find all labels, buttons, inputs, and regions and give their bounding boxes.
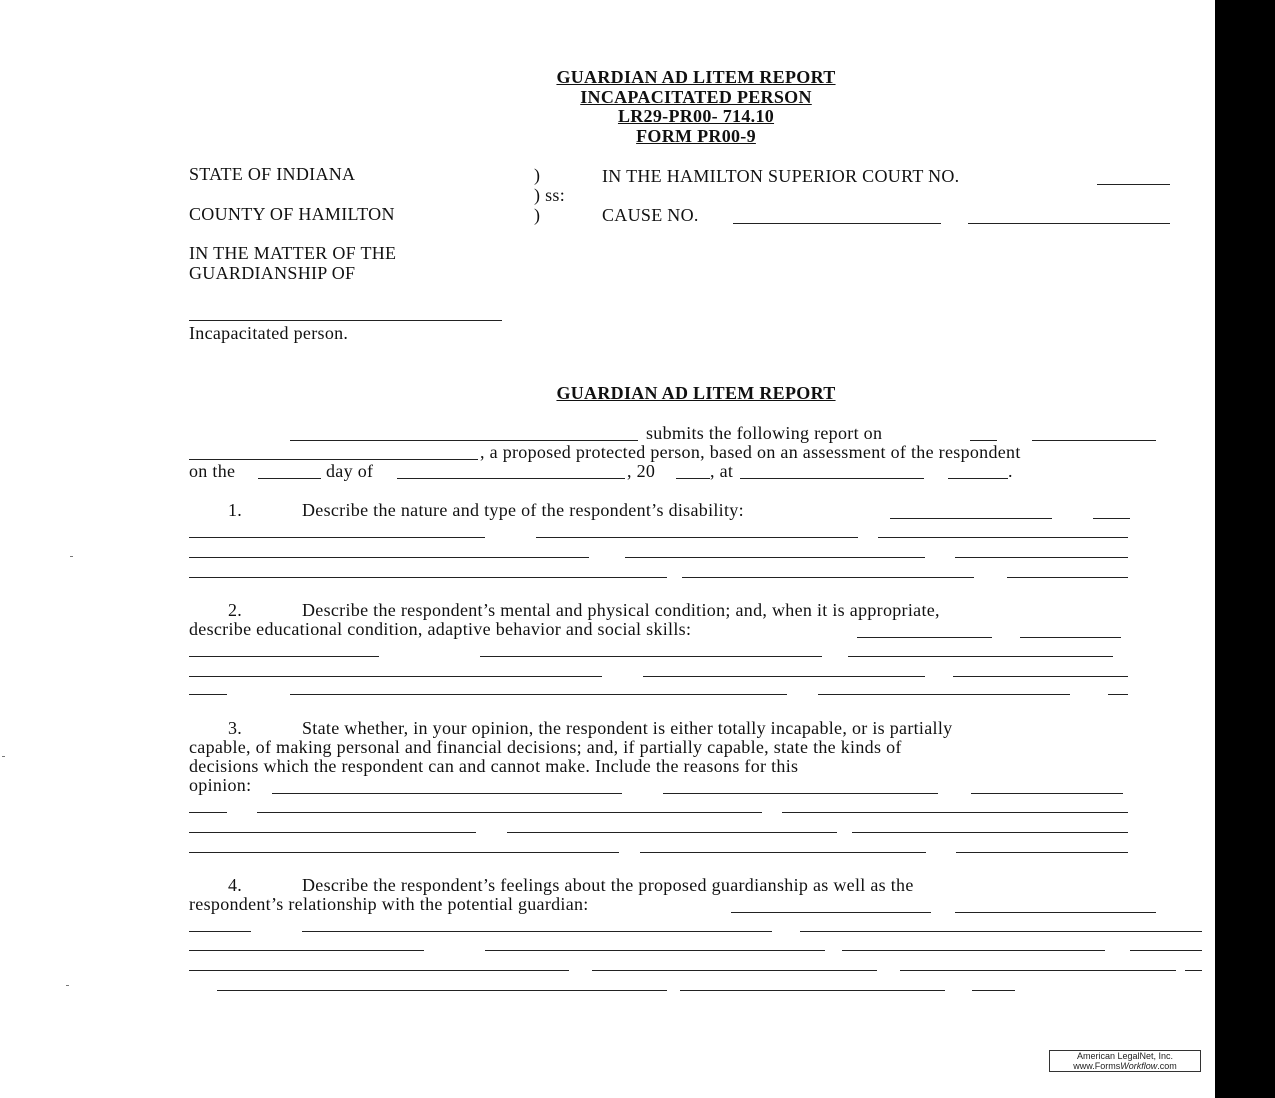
- scan-speck: [2, 756, 5, 757]
- form-rule-number: LR29-PR00- 714.10: [617, 106, 775, 126]
- item-2-number: 2.: [228, 600, 243, 620]
- answer-line[interactable]: [592, 970, 877, 971]
- scan-speck: [70, 556, 73, 557]
- answer-line[interactable]: [878, 537, 1128, 538]
- court-number-blank[interactable]: [1097, 184, 1170, 185]
- matter-label-line1: IN THE MATTER OF THE: [189, 243, 397, 263]
- answer-line[interactable]: [955, 557, 1128, 558]
- location-blank[interactable]: [740, 478, 924, 479]
- answer-line[interactable]: [640, 852, 926, 853]
- answer-line[interactable]: [955, 912, 1156, 913]
- answer-line[interactable]: [953, 676, 1128, 677]
- answer-line[interactable]: [189, 812, 227, 813]
- answer-line[interactable]: [189, 931, 251, 932]
- answer-line[interactable]: [731, 912, 931, 913]
- answer-line[interactable]: [189, 676, 602, 677]
- cause-number-blank-2[interactable]: [968, 223, 1170, 224]
- item-3-question-line2: capable, of making personal and financial decisions; and, if partially capable, state the kinds of: [189, 737, 902, 757]
- caption-paren: ): [534, 205, 541, 225]
- item-2-question-line1: Describe the respondent’s mental and physical condition; and, when it is appropriate,: [302, 600, 940, 620]
- county-label: COUNTY OF HAMILTON: [189, 204, 395, 224]
- item-3-question-line4: opinion:: [189, 775, 252, 795]
- answer-line[interactable]: [972, 990, 1015, 991]
- answer-line[interactable]: [290, 694, 787, 695]
- incapacitated-person-label: Incapacitated person.: [189, 323, 349, 343]
- answer-line[interactable]: [189, 557, 589, 558]
- answer-line[interactable]: [189, 852, 619, 853]
- intro-period: .: [1008, 461, 1013, 481]
- answer-line[interactable]: [900, 970, 1176, 971]
- court-label: IN THE HAMILTON SUPERIOR COURT NO.: [602, 166, 960, 186]
- item-4-question-line2: respondent’s relationship with the potential guardian:: [189, 894, 589, 914]
- gal-name-blank[interactable]: [290, 440, 638, 441]
- answer-line[interactable]: [189, 656, 379, 657]
- item-1-number: 1.: [228, 500, 243, 520]
- answer-line[interactable]: [842, 950, 1105, 951]
- answer-line[interactable]: [625, 557, 925, 558]
- respondent-name-blank-2[interactable]: [189, 459, 478, 460]
- year-blank[interactable]: [676, 478, 710, 479]
- item-4-number: 4.: [228, 875, 243, 895]
- item-3-question-line3: decisions which the respondent can and cannot make. Include the reasons for this: [189, 756, 799, 776]
- answer-line[interactable]: [1108, 694, 1128, 695]
- day-blank[interactable]: [258, 478, 321, 479]
- item-3-question-line1: State whether, in your opinion, the respondent is either totally incapable, or is partially: [302, 718, 953, 738]
- matter-label-line2: GUARDIANSHIP OF: [189, 263, 356, 283]
- proposed-person-text: , a proposed protected person, based on an assessment of the respondent: [480, 442, 1021, 462]
- answer-line[interactable]: [189, 832, 476, 833]
- answer-line[interactable]: [480, 656, 822, 657]
- answer-line[interactable]: [485, 950, 825, 951]
- report-date-blank[interactable]: [970, 440, 997, 441]
- answer-line[interactable]: [818, 694, 1070, 695]
- item-1-question: Describe the nature and type of the respondent’s disability:: [302, 500, 744, 520]
- answer-line[interactable]: [189, 950, 424, 951]
- publisher-stamp: [1049, 1050, 1201, 1072]
- answer-line[interactable]: [189, 577, 667, 578]
- state-label: STATE OF INDIANA: [189, 164, 356, 184]
- location-blank-2[interactable]: [948, 478, 1008, 479]
- item-3-number: 3.: [228, 718, 243, 738]
- submits-text: submits the following report on: [646, 423, 883, 443]
- form-title-line2: INCAPACITATED PERSON: [580, 87, 812, 107]
- item-2-question-line2: describe educational condition, adaptive behavior and social skills:: [189, 619, 692, 639]
- year-text: , 20: [627, 461, 656, 481]
- answer-line[interactable]: [1130, 950, 1202, 951]
- form-number: FORM PR00-9: [636, 126, 756, 146]
- cause-number-blank[interactable]: [733, 223, 941, 224]
- publisher-url: www.FormsWorkflow.com: [1073, 1061, 1177, 1071]
- report-title: GUARDIAN AD LITEM REPORT: [556, 383, 836, 403]
- answer-line[interactable]: [782, 812, 1128, 813]
- answer-line[interactable]: [1185, 970, 1202, 971]
- publisher-name: American LegalNet, Inc.: [1076, 1051, 1174, 1061]
- answer-line[interactable]: [890, 518, 1052, 519]
- on-the-text: on the: [189, 461, 236, 481]
- person-name-blank[interactable]: [189, 320, 502, 321]
- answer-line[interactable]: [189, 694, 227, 695]
- caption-paren: ): [534, 165, 541, 185]
- answer-line[interactable]: [217, 990, 667, 991]
- item-4-question-line1: Describe the respondent’s feelings about the proposed guardianship as well as the: [302, 875, 914, 895]
- answer-line[interactable]: [507, 832, 837, 833]
- answer-line[interactable]: [680, 990, 945, 991]
- answer-line[interactable]: [857, 637, 992, 638]
- cause-label: CAUSE NO.: [602, 205, 699, 225]
- answer-line[interactable]: [643, 676, 925, 677]
- answer-line[interactable]: [663, 793, 938, 794]
- day-of-text: day of: [326, 461, 374, 481]
- answer-line[interactable]: [956, 852, 1128, 853]
- answer-line[interactable]: [848, 656, 1113, 657]
- month-blank[interactable]: [397, 478, 625, 479]
- scan-speck: [66, 985, 69, 986]
- answer-line[interactable]: [1007, 577, 1128, 578]
- answer-line[interactable]: [682, 577, 974, 578]
- answer-line[interactable]: [852, 832, 1128, 833]
- answer-line[interactable]: [189, 970, 569, 971]
- caption-ss: ) ss:: [534, 185, 566, 205]
- answer-line[interactable]: [257, 812, 762, 813]
- form-title-line1: GUARDIAN AD LITEM REPORT: [556, 67, 836, 87]
- answer-line[interactable]: [971, 793, 1123, 794]
- at-text: , at: [710, 461, 734, 481]
- answer-line[interactable]: [302, 931, 772, 932]
- answer-line[interactable]: [272, 793, 622, 794]
- answer-line[interactable]: [1093, 518, 1130, 519]
- scan-edge-bar: [1215, 0, 1275, 1098]
- respondent-name-blank[interactable]: [1032, 440, 1156, 441]
- answer-line[interactable]: [189, 537, 485, 538]
- answer-line[interactable]: [1020, 637, 1121, 638]
- answer-line[interactable]: [536, 537, 858, 538]
- answer-line[interactable]: [800, 931, 1202, 932]
